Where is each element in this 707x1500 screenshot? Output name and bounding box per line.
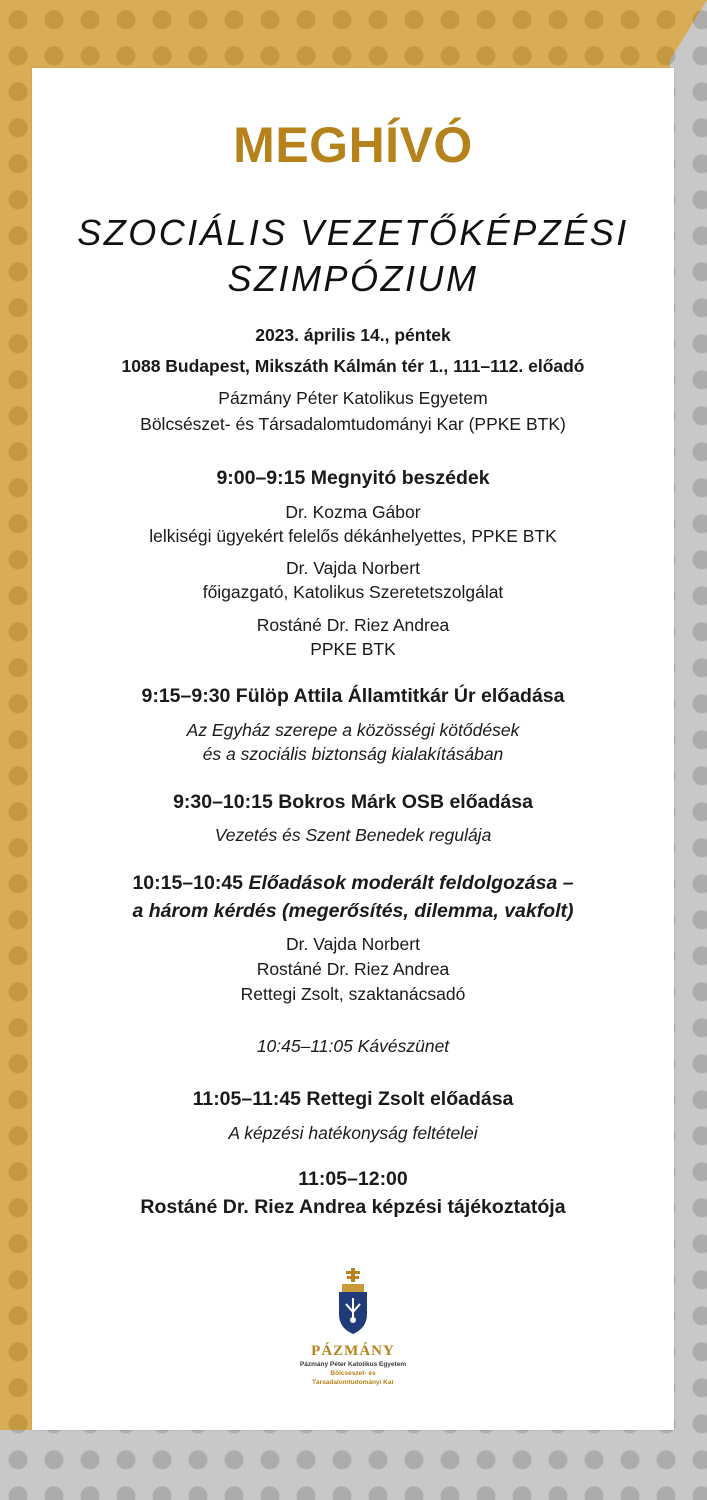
session-closing-time: 11:05–12:00 [298,1168,408,1190]
invitation-card [32,68,674,1430]
session-fulop-heading: 9:15–9:30 Fülöp Attila Államtitkár Úr előadása [141,685,565,707]
event-name [32,210,674,302]
speaker-role: főigazgató, Katolikus Szeretetszolgálat [202,582,504,602]
speaker-name: Rostáné Dr. Riez Andrea [256,615,450,635]
session-rettegi-topic: A képzési hatékonyság feltételei [228,1123,478,1143]
session-discussion-time: 10:15–10:45 [132,872,249,894]
panelist-name: Rostáné Dr. Riez Andrea [256,959,450,979]
university-crest-icon [333,1268,373,1336]
invitation-title: MEGHÍVÓ [233,117,473,173]
event-organizer-line1: Pázmány Péter Katolikus Egyetem [218,388,488,408]
panelist-name: Rettegi Zsolt, szaktanácsadó [240,984,466,1004]
speaker-role: lelkiségi ügyekért felelős dékánhelyettes, PPKE BTK [149,526,557,546]
session-bokros-topic: Vezetés és Szent Benedek regulája [214,825,492,845]
session-opening-heading: 9:00–9:15 Megnyitó beszédek [216,467,490,489]
session-discussion-title-line2: a három kérdés (megerősítés, dilemma, vakfolt) [132,900,574,922]
event-name-line1: SZOCIÁLIS VEZETŐKÉPZÉSI [77,212,629,253]
speaker-role: PPKE BTK [310,639,396,659]
speaker-name: Dr. Vajda Norbert [286,558,420,578]
logo-wordmark: PÁZMÁNY [311,1343,395,1359]
logo-faculty-name: Bölcsészet- és Társadalomtudományi Kar [312,1370,394,1386]
event-name-line2: SZIMPÓZIUM [227,258,479,299]
session-fulop-topic-line1: Az Egyház szerepe a közösségi kötődések [186,720,520,740]
event-date: 2023. április 14., péntek [255,325,451,345]
speaker-name: Dr. Kozma Gábor [285,502,421,522]
event-organizer-line2: Bölcsészet- és Társadalomtudományi Kar (PPKE BTK) [140,414,566,434]
pazmany-logo [297,1268,409,1387]
logo-university-name: Pázmány Péter Katolikus Egyetem [299,1361,407,1368]
session-fulop-topic-line2: és a szociális biztonság kialakításában [202,744,504,764]
event-address: 1088 Budapest, Mikszáth Kálmán tér 1., 111–112. előadó [121,356,585,376]
session-discussion-heading [32,871,674,895]
session-rettegi-heading: 11:05–11:45 Rettegi Zsolt előadása [192,1088,514,1110]
session-closing-heading: Rostáné Dr. Riez Andrea képzési tájékoztatója [140,1196,566,1218]
session-discussion-title: Előadások moderált feldolgozása – [248,872,574,894]
panelist-name: Dr. Vajda Norbert [286,934,420,954]
coffee-break: 10:45–11:05 Kávészünet [256,1036,450,1056]
session-bokros-heading: 9:30–10:15 Bokros Márk OSB előadása [173,791,533,813]
